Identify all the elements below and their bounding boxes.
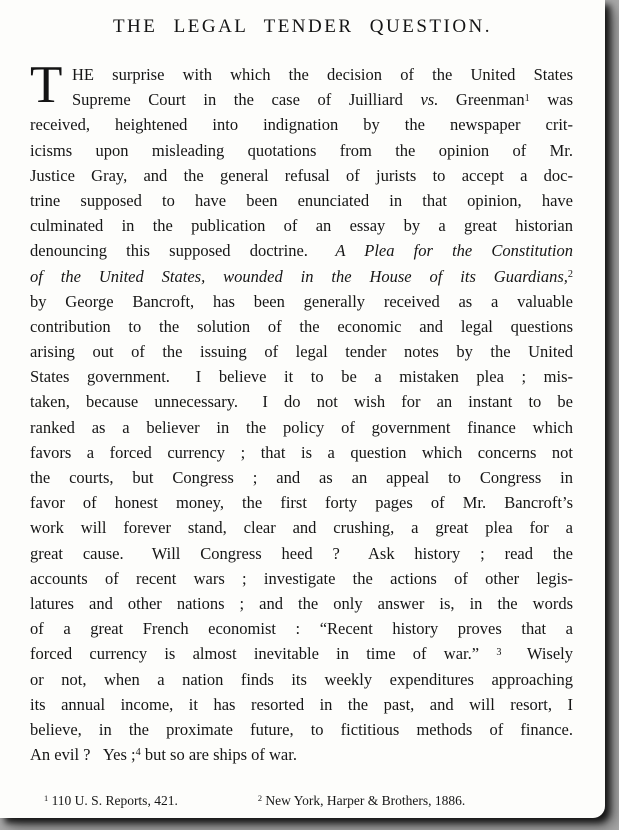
body-line: or not, when a nation finds its weekly expenditures approaching (30, 669, 573, 689)
body-line: denouncing this supposed doctrine. A Plea for the Constitution (30, 241, 573, 261)
body-line: trine supposed to have been enunciated in that opinion, have (30, 190, 573, 210)
body-line: of the United States, wounded in the House of its Guardians,$^2$ (30, 266, 573, 286)
body-line: accounts of recent wars ; investigate the actions of other legis- (30, 568, 573, 588)
body-line: taken, because unnecessary. I do not wish for an instant to be (30, 392, 573, 412)
body-line: culminated in the publication of an essay by a great historian (30, 216, 573, 236)
body-line: favor of honest money, the first forty pages of Mr. Bancroft’s (30, 493, 573, 513)
body-line: by George Bancroft, has been generally received as a valuable (30, 291, 573, 311)
body-line: favors a forced currency ; that is a question which concerns not (30, 442, 573, 462)
body-line: the courts, but Congress ; and as an appeal to Congress in (30, 468, 573, 487)
body-line: latures and other nations ; and the only answer is, in the words (30, 593, 573, 613)
footnote: $^1$ 110 U. S. Reports, 421. (44, 793, 178, 808)
footnote: $^2$ New York, Harper & Brothers, 1886. (257, 793, 466, 808)
body-line: forced currency is almost inevitable in time of war.” $^3$ Wisely (30, 644, 573, 664)
body-line: ranked as a believer in the policy of government finance which (30, 417, 573, 437)
page-title: THE LEGAL TENDER QUESTION. (112, 16, 493, 37)
body-line: its annual income, it has resorted in the past, and will resort, I (30, 694, 573, 714)
body-text (30, 62, 573, 767)
footnotes (30, 792, 573, 810)
body-line: icisms upon misleading quotations from the opinion of Mr. (30, 140, 573, 160)
body-line: believe, in the proximate future, to fictitious methods of finance. (30, 719, 573, 739)
body-line: An evil ? Yes ;$^4$ but so are ships of war. (30, 745, 297, 765)
body-line: work will forever stand, clear and crushing, a great plea for a (30, 518, 573, 538)
drop-cap: T (30, 56, 63, 114)
body-line: of a great French economist : “Recent history proves that a (30, 619, 573, 639)
body-line: States government. I believe it to be a mistaken plea ; mis- (30, 367, 573, 387)
body-line: Supreme Court in the case of Juilliard vs. Greenman$^1$ was (72, 90, 573, 110)
body-line: Justice Gray, and the general refusal of jurists to accept a doc- (30, 165, 573, 185)
body-line: great cause. Will Congress heed ? Ask history ; read the (30, 543, 573, 563)
body-line: HE surprise with which the decision of the United States (72, 65, 573, 84)
body-line: arising out of the issuing of legal tender notes by the United (30, 342, 573, 362)
body-line: contribution to the solution of the economic and legal questions (30, 316, 573, 336)
body-line: received, heightened into indignation by the newspaper crit- (30, 115, 573, 135)
